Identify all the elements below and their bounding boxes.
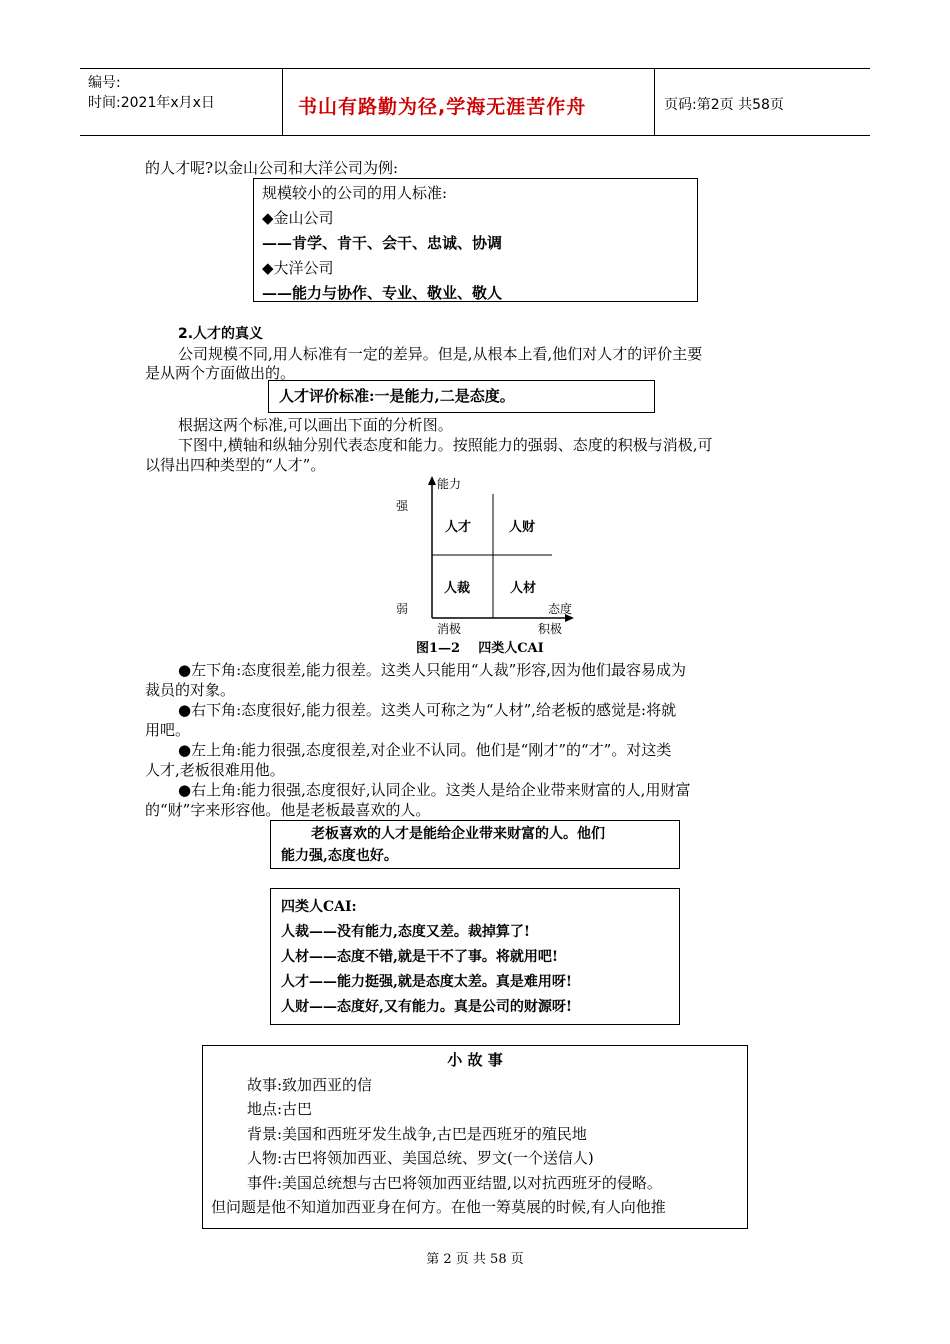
- story-line4: 人物:古巴将领加西亚、美国总统、罗文(一个送信人): [247, 1149, 594, 1167]
- story-title: 小 故 事: [447, 1051, 503, 1069]
- x-axis-left-label: 消极: [437, 622, 462, 636]
- y-axis-arrow: [428, 476, 436, 485]
- boss-box: [270, 820, 680, 869]
- x-axis-right-label: 积极: [538, 622, 563, 636]
- standards-dayang: ◆大洋公司: [262, 259, 334, 277]
- standards-dayang-criteria: ——能力与协作、专业、敬业、敬人: [262, 284, 503, 302]
- page-footer: 第 2 页 共 58 页: [426, 1252, 524, 1267]
- boss-box-line2: 能力强,态度也好。: [281, 848, 398, 864]
- cai-box-line2: 人材——态度不错,就是干不了事。将就用吧!: [281, 949, 559, 965]
- section-p3-line1: 下图中,横轴和纵轴分别代表态度和能力。按照能力的强弱、态度的积极与消极,可: [178, 436, 713, 454]
- y-axis-top-label: 强: [396, 499, 409, 513]
- bullet2-line2: 用吧。: [145, 721, 191, 739]
- quadrant-top-left: 人才: [445, 520, 472, 535]
- section-p3-line2: 以得出四种类型的“人才”。: [145, 456, 326, 474]
- y-axis-bottom-label: 弱: [396, 602, 409, 616]
- bullet1-line2: 裁员的对象。: [145, 681, 236, 699]
- header-divider-left: [282, 68, 283, 136]
- bullet4-line2: 的“财”字来形容他。他是老板最喜欢的人。: [145, 801, 431, 819]
- bullet3-line2: 人才,老板很难用他。: [145, 761, 285, 779]
- section-p1-line1: 公司规模不同,用人标准有一定的差异。但是,从根本上看,他们对人才的评价主要: [178, 345, 703, 363]
- cai-box-title: 四类人CAI:: [281, 899, 357, 915]
- cai-box: [270, 888, 680, 1025]
- header-motto: 书山有路勤为径,学海无涯苦作舟: [298, 96, 587, 118]
- story-box: [202, 1045, 748, 1229]
- y-axis-label: 能力: [437, 477, 462, 491]
- quadrant-bottom-right: 人材: [510, 581, 537, 596]
- cai-box-line3: 人才——能力挺强,就是态度太差。真是难用呀!: [281, 974, 573, 990]
- header-divider-right: [654, 68, 655, 136]
- cai-box-line1: 人裁——没有能力,态度又差。裁掉算了!: [281, 924, 531, 940]
- story-line2: 地点:古巴: [247, 1100, 313, 1118]
- quadrant-top-right: 人财: [509, 520, 536, 535]
- standards-jinshan: ◆金山公司: [262, 209, 334, 227]
- intro-line: 的人才呢?以金山公司和大洋公司为例:: [145, 159, 399, 177]
- boss-box-line1: 老板喜欢的人才是能给企业带来财富的人。他们: [311, 826, 605, 842]
- section-heading: 2.人才的真义: [178, 326, 264, 342]
- header-time-label: 时间:2021年x月x日: [88, 95, 215, 111]
- header-bottom-rule: [80, 135, 870, 136]
- bullet4-line1: ●右上角:能力很强,态度很好,认同企业。这类人是给企业带来财富的人,用财富: [178, 781, 691, 799]
- standards-box: [253, 178, 698, 302]
- standards-jinshan-criteria: ——肯学、肯干、会干、忠诚、协调: [262, 234, 503, 252]
- bullet1-line1: ●左下角:态度很差,能力很差。这类人只能用“人裁”形容,因为他们最容易成为: [178, 661, 687, 679]
- cai-box-line4: 人财——态度好,又有能力。真是公司的财源呀!: [281, 999, 573, 1015]
- section-p2: 根据这两个标准,可以画出下面的分析图。: [178, 416, 453, 434]
- story-line6: 但问题是他不知道加西亚身在何方。在他一筹莫展的时候,有人向他推: [211, 1198, 666, 1216]
- bullet2-line1: ●右下角:态度很好,能力很差。这类人可称之为“人材”,给老板的感觉是:将就: [178, 701, 677, 719]
- header-top-rule: [80, 68, 870, 69]
- bullet3-line1: ●左上角:能力很强,态度很差,对企业不认同。他们是“刚才”的“才”。对这类: [178, 741, 672, 759]
- story-line3: 背景:美国和西班牙发生战争,古巴是西班牙的殖民地: [247, 1124, 587, 1143]
- quadrant-bottom-left: 人裁: [444, 581, 471, 596]
- criteria-box: [268, 380, 655, 413]
- header-page-label: 页码:第2页 共58页: [664, 97, 784, 113]
- x-axis-label: 态度: [548, 602, 573, 616]
- header-number-label: 编号:: [88, 75, 121, 91]
- diagram-caption: 图1—2 四类人CAI: [416, 641, 544, 656]
- story-line5: 事件:美国总统想与古巴将领加西亚结盟,以对抗西班牙的侵略。: [247, 1173, 662, 1192]
- story-line1: 故事:致加西亚的信: [247, 1075, 373, 1094]
- section-p1-line2: 是从两个方面做出的。: [145, 364, 296, 382]
- standards-box-heading: 规模较小的公司的用人标准:: [262, 184, 448, 202]
- criteria-box-text: 人才评价标准:一是能力,二是态度。: [279, 387, 515, 405]
